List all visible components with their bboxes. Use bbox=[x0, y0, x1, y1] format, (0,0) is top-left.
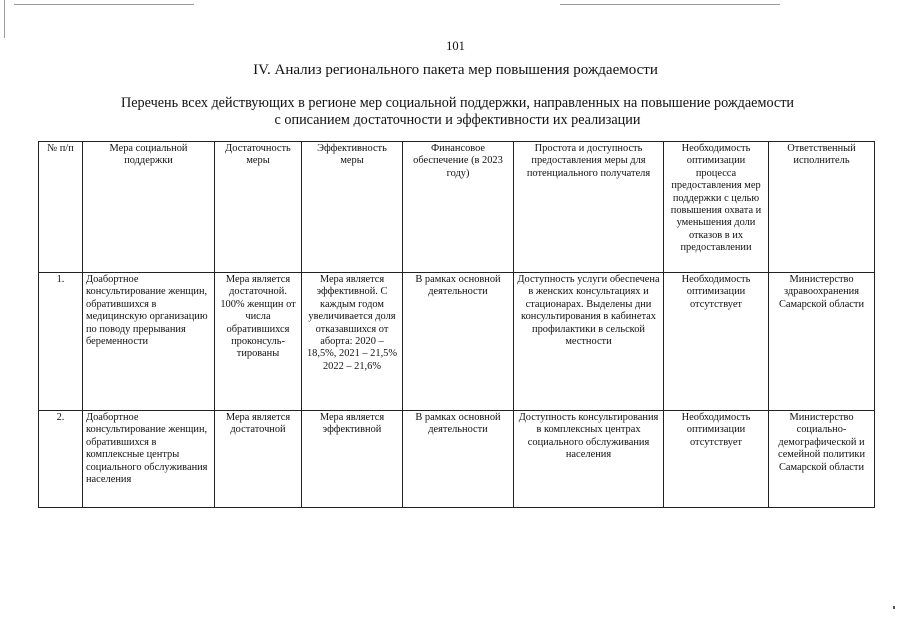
scan-edge-left bbox=[4, 0, 5, 38]
header-num: № п/п bbox=[39, 142, 83, 273]
page-number: 101 bbox=[446, 39, 465, 53]
table-header-row bbox=[39, 142, 875, 273]
row-1-financing: В рамках основной деятельности bbox=[403, 273, 514, 411]
row-1-sufficiency: Мера является достаточной. 100% женщин от числа обратившихся проконсуль-тированы bbox=[215, 273, 302, 411]
row-2-responsible: Министерство социально-демографической и семейной политики Самарской области bbox=[769, 411, 875, 508]
section-title: IV. Анализ регионального пакета мер повышения рождаемости bbox=[253, 62, 658, 78]
scan-speck bbox=[893, 606, 895, 609]
header-sufficiency: Достаточность меры bbox=[215, 142, 302, 273]
row-2-optimization: Необходимость оптимизации отсутствует bbox=[664, 411, 769, 508]
row-2-effectiveness: Мера является эффективной bbox=[302, 411, 403, 508]
subtitle-line-1: Перечень всех действующих в регионе мер социальной поддержки, направленных на повышение рождаемости bbox=[121, 95, 794, 111]
header-effectiveness: Эффективность меры bbox=[302, 142, 403, 273]
table-row bbox=[39, 273, 875, 411]
row-1-responsible: Министерство здравоохранения Самарской области bbox=[769, 273, 875, 411]
scan-edge-top-left bbox=[14, 4, 194, 5]
header-optimization: Необходимость оптимизации процесса предоставления мер поддержки с целью повышения охвата и уменьшения доли отказов в их предоставлении bbox=[664, 142, 769, 273]
row-2-accessibility: Доступность консультирования в комплексных центрах социального обслуживания населения bbox=[514, 411, 664, 508]
table-subtitle bbox=[40, 95, 875, 129]
row-2-num: 2. bbox=[39, 411, 83, 508]
row-1-accessibility: Доступность услуги обеспечена в женских консультациях и стационарах. Выделены дни консультирования в кабинетах профилактики в сельской местности bbox=[514, 273, 664, 411]
header-accessibility: Простота и доступность предоставления меры для потенциального получателя bbox=[514, 142, 664, 273]
row-2-financing: В рамках основной деятельности bbox=[403, 411, 514, 508]
subtitle-line-2: с описанием достаточности и эффективности их реализации bbox=[274, 112, 641, 128]
support-measures-table bbox=[38, 141, 875, 508]
row-1-measure: Доабортное консультирование женщин, обратившихся в медицинскую организацию по поводу прерывания беременности bbox=[83, 273, 215, 411]
scan-edge-top-right bbox=[560, 4, 780, 5]
row-1-num: 1. bbox=[39, 273, 83, 411]
header-financing: Финансовое обеспечение (в 2023 году) bbox=[403, 142, 514, 273]
row-1-effectiveness: Мера является эффективной. С каждым годом увеличивается доля отказавшихся от аборта: 2020 – 18,5%, 2021 – 21,5% 2022 – 21,6% bbox=[302, 273, 403, 411]
row-1-optimization: Необходимость оптимизации отсутствует bbox=[664, 273, 769, 411]
row-2-sufficiency: Мера является достаточной bbox=[215, 411, 302, 508]
header-measure: Мера социальной поддержки bbox=[83, 142, 215, 273]
table-row bbox=[39, 411, 875, 508]
row-2-measure: Доабортное консультирование женщин, обратившихся в комплексные центры социального обслуживания населения bbox=[83, 411, 215, 508]
header-responsible: Ответственный исполнитель bbox=[769, 142, 875, 273]
